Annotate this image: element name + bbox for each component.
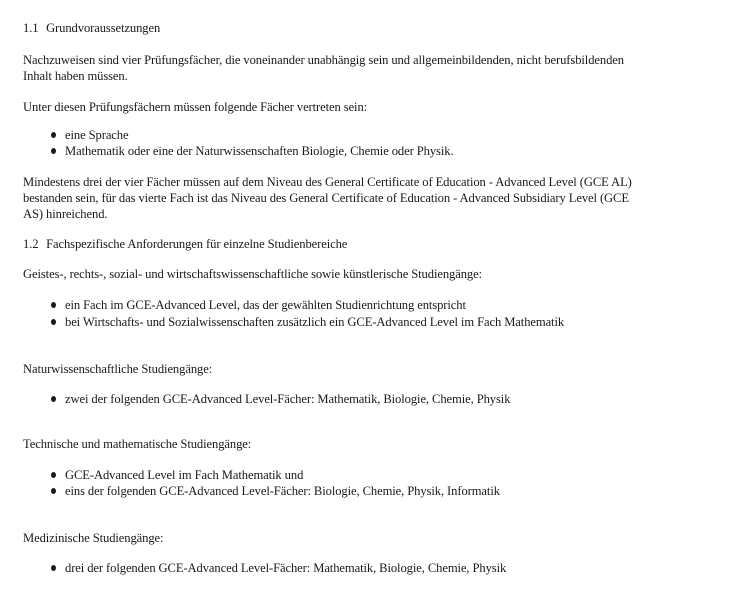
bullet-icon: [51, 565, 56, 571]
section-title: Grundvoraussetzungen: [46, 21, 161, 35]
bullet-icon: [51, 396, 56, 402]
list-item-text: ein Fach im GCE-Advanced Level, das der gewählten Studienrichtung entspricht: [65, 298, 466, 312]
list-item-text: drei der folgenden GCE-Advanced Level-Fächer: Mathematik, Biologie, Chemie, Physik: [65, 561, 507, 575]
paragraph-line: bestanden sein, für das vierte Fach ist das Niveau des General Certificate of Education - Advanced Subsidiary Level (GCE: [23, 191, 629, 205]
list-item-text: zwei der folgenden GCE-Advanced Level-Fächer: Mathematik, Biologie, Chemie, Physik: [65, 392, 511, 406]
list-item: [51, 483, 500, 499]
section-number: 1.2: [23, 237, 39, 251]
list-item: [51, 127, 129, 143]
bullet-icon: [51, 148, 56, 154]
group-title: Medizinische Studiengänge:: [23, 531, 164, 545]
paragraph: Unter diesen Prüfungsfächern müssen folgende Fächer vertreten sein:: [23, 100, 368, 114]
list-item: [51, 314, 564, 330]
paragraph-line: Inhalt haben müssen.: [23, 69, 128, 83]
list-item-text: eine Sprache: [65, 128, 129, 142]
list-item-text: eins der folgenden GCE-Advanced Level-Fächer: Biologie, Chemie, Physik, Informatik: [65, 484, 500, 498]
paragraph-line: Nachzuweisen sind vier Prüfungsfächer, die voneinander unabhängig sein und allgemeinbildenden, nicht berufsbildenden: [23, 53, 624, 67]
list-item: [51, 560, 506, 576]
list-item: [51, 391, 510, 407]
section-heading-1-2: [23, 236, 347, 252]
section-title: Fachspezifische Anforderungen für einzelne Studienbereiche: [46, 237, 348, 251]
list-item-text: bei Wirtschafts- und Sozialwissenschaften zusätzlich ein GCE-Advanced Level im Fach Mathematik: [65, 315, 565, 329]
paragraph-line: Mindestens drei der vier Fächer müssen auf dem Niveau des General Certificate of Education - Advanced Level (GCE AL): [23, 175, 632, 189]
bullet-icon: [51, 319, 56, 325]
section-heading-1-1: [23, 20, 160, 36]
paragraph-line: AS) hinreichend.: [23, 207, 108, 221]
group-title: Naturwissenschaftliche Studiengänge:: [23, 362, 213, 376]
bullet-icon: [51, 488, 56, 494]
bullet-icon: [51, 472, 56, 478]
section-number: 1.1: [23, 21, 39, 35]
bullet-icon: [51, 302, 56, 308]
group-title: Technische und mathematische Studiengänge:: [23, 437, 252, 451]
list-item: [51, 467, 303, 483]
list-item: [51, 143, 454, 159]
bullet-icon: [51, 132, 56, 138]
group-title: Geistes-, rechts-, sozial- und wirtschaftswissenschaftliche sowie künstlerische Studiengänge:: [23, 267, 482, 281]
list-item: [51, 297, 466, 313]
list-item-text: GCE-Advanced Level im Fach Mathematik und: [65, 468, 304, 482]
list-item-text: Mathematik oder eine der Naturwissenschaften Biologie, Chemie oder Physik.: [65, 144, 454, 158]
